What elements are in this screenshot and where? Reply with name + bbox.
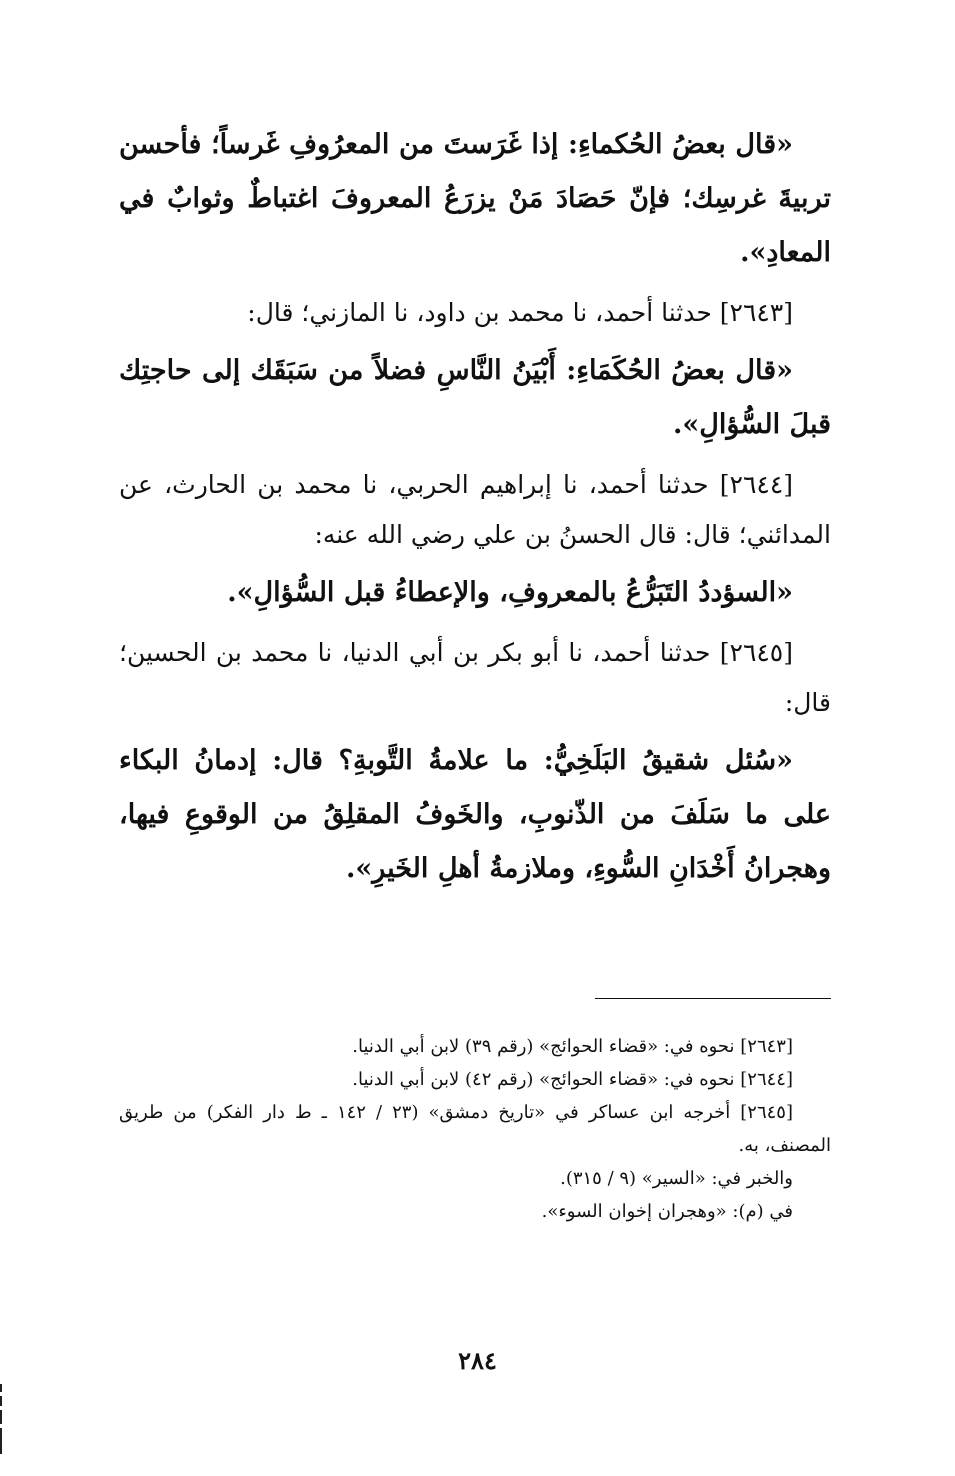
quote-paragraph: «قال بعضُ الحُكَمَاءِ: أَبْيَنُ النَّاسِ فضلاً من سَبَقَك إلى حاجتِك قبلَ السُّؤالِ». <box>119 355 831 440</box>
footnote: والخبر في: «السير» (٩ / ٣١٥). <box>560 1168 793 1189</box>
quote-paragraph: «قال بعضُ الحُكماءِ: إذا غَرَستَ من المعرُوفِ غَرساً؛ فأحسن تربيةَ غرسِك؛ فإنّ حَصَادَ مَنْ يزرَعُ المعروفَ اغتباطٌ وثوابٌ في المعادِ». <box>119 129 831 268</box>
footnote: [٢٦٤٣] نحوه في: «قضاء الحوائج» (رقم ٣٩) لابن أبي الدنيا. <box>352 1036 793 1057</box>
quote-paragraph: «سُئل شقيقُ البَلَخِيُّ: ما علامةُ التَّوبةِ؟ قال: إدمانُ البكاء على ما سَلَفَ من الذّنوبِ، والخَوفُ المقلِقُ من الوقوعِ فيها، وهجرانُ أَخْدَانِ السُّوءِ، وملازمةُ أهلِ الخَيرِ». <box>119 745 831 884</box>
footnote: [٢٦٤٥] أخرجه ابن عساكر في «تاريخ دمشق» (٢٣ / ١٤٢ ـ ط دار الفكر) من طريق المصنف، به. <box>119 1102 831 1156</box>
page-number: ٢٨٤ <box>458 1346 497 1375</box>
isnad-paragraph: [٢٦٤٥] حدثنا أحمد، نا أبو بكر بن أبي الدنيا، نا محمد بن الحسين؛ قال: <box>119 638 831 717</box>
quote-paragraph: «السؤددُ التَبَرُّعُ بالمعروفِ، والإعطاءُ قبل السُّؤالِ». <box>227 577 793 608</box>
footnote: في (م): «وهجران إخوان السوء». <box>541 1201 793 1222</box>
scan-edge-mark <box>0 1384 2 1454</box>
footnote: [٢٦٤٤] نحوه في: «قضاء الحوائج» (رقم ٤٢) لابن أبي الدنيا. <box>352 1069 793 1090</box>
isnad-paragraph: [٢٦٤٣] حدثنا أحمد، نا محمد بن داود، نا المازني؛ قال: <box>247 298 793 327</box>
footnote-separator <box>595 998 831 999</box>
main-text <box>119 118 831 904</box>
footnotes <box>119 1030 831 1228</box>
isnad-paragraph: [٢٦٤٤] حدثنا أحمد، نا إبراهيم الحربي، نا محمد بن الحارث، عن المدائني؛ قال: قال الحسنُ بن علي رضي الله عنه: <box>119 470 831 549</box>
